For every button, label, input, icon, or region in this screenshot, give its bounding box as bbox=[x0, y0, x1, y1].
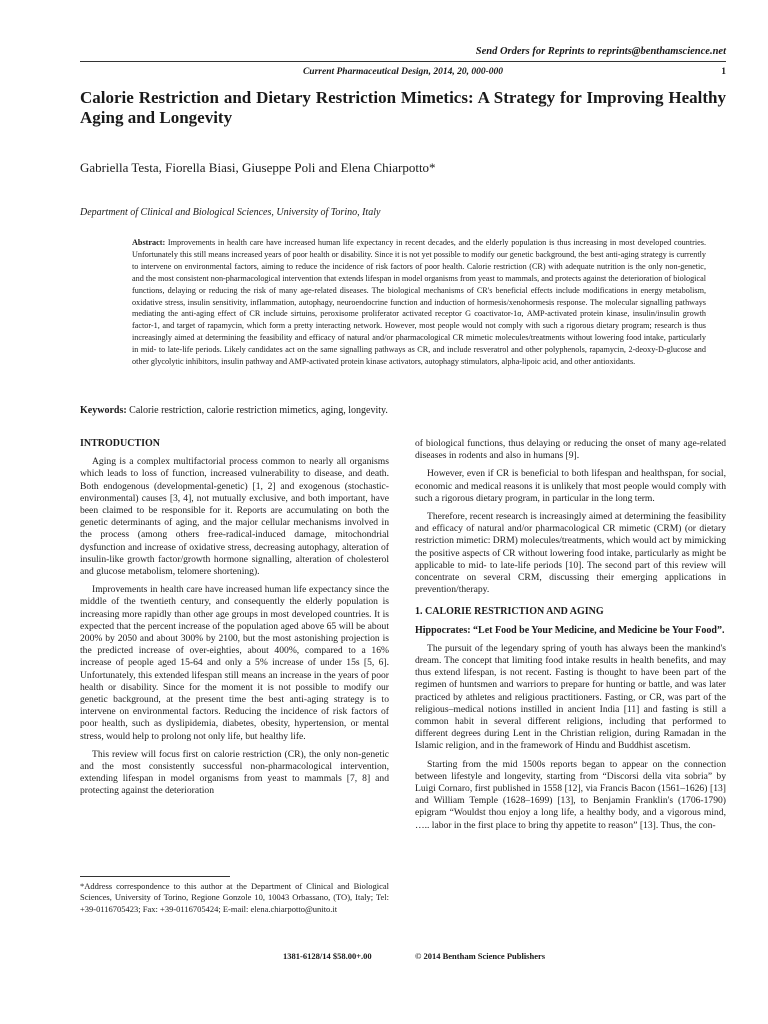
right-column bbox=[415, 438, 726, 838]
header-rule bbox=[80, 61, 726, 62]
body-paragraph: Therefore, recent research is increasingly aimed at determining the feasibility and efficacy of natural and/or pharmacological CR mimetic (CRM) (or dietary restriction mimetic: DRM) molecules/treatments, which would act by mimicking the positive aspects of CR without lowering food intake, particularly as might be applicable to mid- to late-life periods [10]. The second part of this review will concentrate on several CRM, discussing their emerging applications in prevention/therapy. bbox=[415, 511, 726, 596]
body-paragraph: However, even if CR is beneficial to both lifespan and healthspan, for social, economic and medical reasons it is unlikely that most people would comply with such a rigorous dietary program, in particular in the long term. bbox=[415, 468, 726, 504]
correspondence-footnote: *Address correspondence to this author at the Department of Clinical and Biological Sciences, University of Torino, Regione Gonzole 10, 10043 Orbassano, (TO), Italy; Tel: +39-0116705423; Fax: +39-0116705424; E-mail: elena.chiarpotto@unito.it bbox=[80, 881, 389, 914]
issn: 1381-6128/14 $58.00+.00 bbox=[283, 951, 372, 961]
body-paragraph: The pursuit of the legendary spring of youth has always been the mankind's dream. The concept that limiting food intake results in health benefits, and may thus extend lifespan, is not recent. Fasting is thought to have been part of the regimen of huntsmen and warriors to prepare for hunting or battle, and was later practiced by athletes and religious practitioners. Fasting, or CR, was part of the religious–medical notions instilled in ancient India [11] and fasting is still a common habit in several different religions, including that performed to different degrees during Lent in the Christian religion, during Ramadan in the Islamic religion, and in the framework of Hindu and Buddhist ascetism. bbox=[415, 642, 726, 752]
body-paragraph: Starting from the mid 1500s reports began to appear on the connection between lifestyle and longevity, starting from “Discorsi della vita sobria” by Luigi Cornaro, first published in 1558 [12], via Francis Bacon (1561–1626) [13] and William Temple (1628–1699) [13], to Benjamin Franklin's (1706-1790) epigram “Wouldst thou enjoy a long life, a healthy body, and a vigorous mind, ….. labor in the first place to bring thy appetite to reason” [13]. Thus, the con- bbox=[415, 758, 726, 831]
abstract-label: Abstract: bbox=[132, 238, 166, 247]
section-heading: 1. CALORIE RESTRICTION AND AGING bbox=[415, 606, 604, 618]
left-column bbox=[80, 438, 389, 804]
journal-citation: Current Pharmaceutical Design, 2014, 20, 000-000 bbox=[302, 67, 504, 77]
body-paragraph: This review will focus first on calorie restriction (CR), the only non-genetic and the most consistently successful non-pharmacological intervention, extending lifespan in model organisms from yeast to mammals [7, 8] and protecting against the deterioration bbox=[80, 748, 389, 797]
page-number: 1 bbox=[721, 67, 726, 77]
affiliation: Department of Clinical and Biological Sciences, University of Torino, Italy bbox=[80, 207, 381, 218]
article-title: Calorie Restriction and Dietary Restriction Mimetics: A Strategy for Improving Healthy Aging and Longevity bbox=[80, 88, 726, 127]
footnote-rule bbox=[80, 876, 230, 877]
keywords-label: Keywords: bbox=[80, 405, 127, 416]
intro-heading: INTRODUCTION bbox=[80, 438, 161, 449]
publisher: © 2014 Bentham Science Publishers bbox=[415, 951, 546, 961]
body-paragraph: Improvements in health care have increased human life expectancy since the middle of the twentieth century, and consequently the elderly population is increasing more rapidly than other age groups in most developed countries. It is expected that the percent increase of the population aged above 65 will be about 200% by 2050 and about 300% by 2100, but the most astonishing projection is the predicted increase of over-eighties, about 400%, compared to a 16% increase of people aged 15-64 and only a 5% increase of under 15s [5, 6]. Unfortunately, this extended lifespan still means an increase in the years of poor health or disability. Since for the moment it is not possible to modify our genetic background, at the present time the best anti-aging strategy is to intervene on environmental factors. Reducing the incidence of risk factors of poor health, such as dyslipidemia, diabetes, obesity, hypertension, or mental stress, would help to prolong not only life, but healthy life. bbox=[80, 584, 389, 742]
subsection-heading: Hippocrates: “Let Food be Your Medicine, and Medicine be Your Food”. bbox=[415, 624, 725, 636]
keywords bbox=[80, 405, 388, 416]
body-paragraph: of biological functions, thus delaying or reducing the onset of many age-related diseases in rodents and also in humans [9]. bbox=[415, 438, 726, 462]
abstract bbox=[132, 237, 706, 368]
body-paragraph: Aging is a complex multifactorial process common to nearly all organisms which leads to loss of function, increased vulnerability to disease, and death. Both endogenous (developmental-genetic) [1, 2] and exogenous (stochastic-environmental) causes [3, 4], not mutually exclusive, and both important, have been claimed to be responsible for it. Reports are accumulating on both the genetic determinants of aging, and the major cellular mechanisms involved in the process (among others free-radical-induced damage, mitochondrial dysfunction and increase of oxidative stress, decreasing autophagy, alteration of insulin-like growth factor/growth hormone signalling, alteration of cholesterol and glucose metabolism, telomere shortening). bbox=[80, 456, 389, 578]
authors: Gabriella Testa, Fiorella Biasi, Giuseppe Poli and Elena Chiarpotto* bbox=[80, 160, 436, 175]
reprint-notice: Send Orders for Reprints to reprints@benthamscience.net bbox=[475, 46, 726, 57]
abstract-text: Improvements in health care have increased human life expectancy in recent decades, and the elderly population is thus increasing in most developed countries. Unfortunately this still means increased years of poor health or disability. Since it is not yet possible to modify our genetic background, the best anti-aging strategy is currently to intervene on environmental factors, aiming to reduce the incidence of risk factors of poor health. Calorie restriction (CR) with adequate nutrition is the only non-genetic, and the most consistent non-pharmacological intervention that extends lifespan in model organisms from yeast to mammals, and protects against the deterioration of biological functions, delaying or reducing the risk of many age-related diseases. The biological mechanisms of CR's beneficial effects include modifications in energy metabolism, oxidative stress, insulin sensitivity, inflammation, autophagy, neuroendocrine function and induction of hormesis/xenohormesis response. The molecular signalling pathways mediating the anti-aging effect of CR include sirtuins, peroxisome proliferator activated receptor G coactivator-1α, AMP-activated protein kinase, insulin/insulin growth factor-1, and target of rapamycin, which form a pretty interacting network. However, most people would not comply with such a rigorous dietary program; research is thus increasingly aimed at determining the feasibility and efficacy of natural and/or pharmacological CR mimetic molecules/treatments without lowering food intake, particularly in mid- to late-life periods. Likely candidates act on the same signalling pathways as CR, and include resveratrol and other polyphenols, rapamycin, 2-deoxy-D-glucose and other glycolytic inhibitors, insulin pathway and AMP-activated protein kinase activators, autophagy stimulators, alpha-lipoic acid, and other antioxidants. bbox=[132, 238, 706, 367]
keywords-text: Calorie restriction, calorie restriction mimetics, aging, longevity. bbox=[129, 405, 388, 416]
